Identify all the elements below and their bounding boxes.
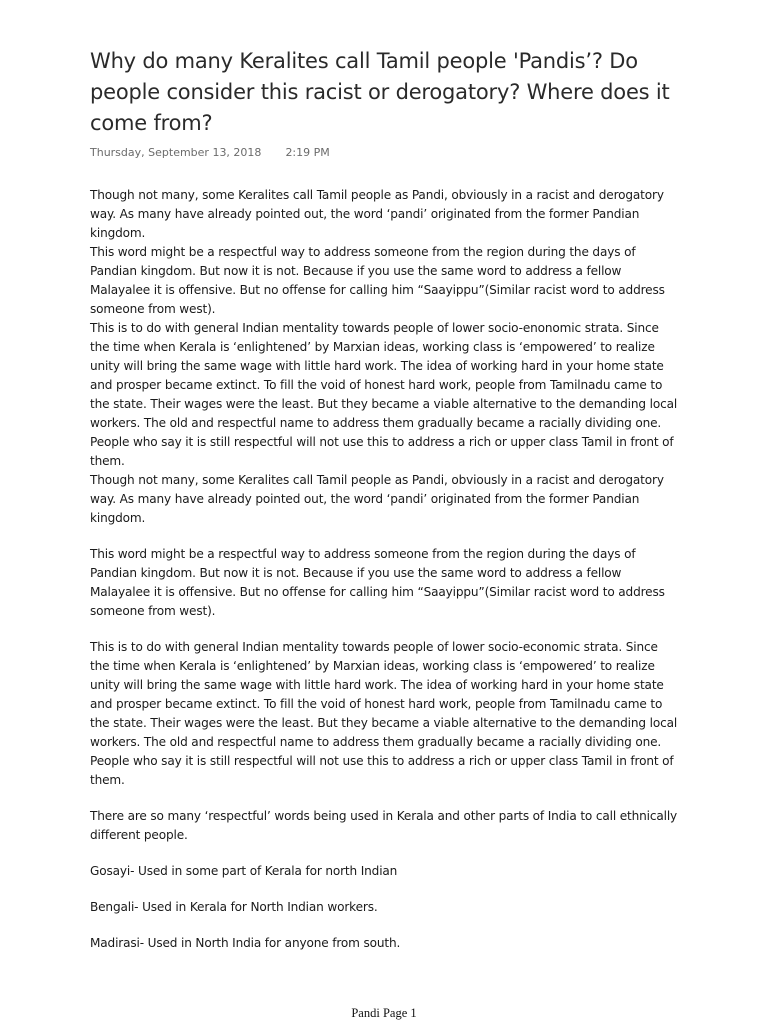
article-body — [90, 186, 680, 953]
paragraph: This is to do with general Indian mentality towards people of lower socio-economic strata. Since the time when Kerala is ‘enlightened’ by Marxian ideas, working class is ‘empowered’ to realize unity will bring the same wage with little hard work. The idea of working hard in your home state and prosper became extinct. To fill the void of honest hard work, people from Tamilnadu came to the state. Their wages were the least. But they became a viable alternative to the demanding local workers. The old and respectful name to address them gradually became a racially dividing one. People who say it is still respectful will not use this to address a rich or upper class Tamil in front of them. — [90, 640, 678, 787]
paragraph: Though not many, some Keralites call Tamil people as Pandi, obviously in a racist and derogatory way. As many have already pointed out, the word ‘pandi’ originated from the former Pandian kingdom. — [90, 473, 664, 525]
paragraph: This is to do with general Indian mentality towards people of lower socio-enonomic strata. Since the time when Kerala is ‘enlightened’ by Marxian ideas, working class is ‘empowered’ to realize unity will bring the same wage with little hard work. The idea of working hard in your home state and prosper became extinct. To fill the void of honest hard work, people from Tamilnadu came to the state. Their wages were the least. But they became a viable alternative to the demanding local workers. The old and respectful name to address them gradually became a racially dividing one. People who say it is still respectful will not use this to address a rich or upper class Tamil in front of them. — [90, 321, 678, 468]
paragraph: This word might be a respectful way to address someone from the region during the days of Pandian kingdom. But now it is not. Because if you use the same word to address a fellow Malayalee it is offensive. But no offense for calling him “Saayippu”(Similar racist word to address someone from west). — [90, 547, 665, 618]
paragraph: There are so many ‘respectful’ words being used in Kerala and other parts of India to call ethnically different people. — [90, 809, 678, 842]
list-item: Gosayi- Used in some part of Kerala for north Indian — [90, 864, 398, 878]
page-title: Why do many Keralites call Tamil people 'Pandis’? Do people consider this racist or derogatory? Where does it come from? — [90, 49, 670, 135]
page-footer: Pandi Page 1 — [351, 1006, 417, 1020]
paragraph: Though not many, some Keralites call Tamil people as Pandi, obviously in a racist and derogatory way. As many have already pointed out, the word ‘pandi’ originated from the former Pandian kingdom. — [90, 188, 664, 240]
list-item: Bengali- Used in Kerala for North Indian workers. — [90, 900, 378, 914]
post-date: Thursday, September 13, 2018 — [90, 146, 262, 159]
post-time: 2:19 PM — [285, 146, 330, 159]
paragraph: This word might be a respectful way to address someone from the region during the days of Pandian kingdom. But now it is not. Because if you use the same word to address a fellow Malayalee it is offensive. But no offense for calling him “Saayippu”(Similar racist word to address someone from west). — [90, 245, 665, 316]
post-meta — [90, 146, 330, 159]
list-item: Madirasi- Used in North India for anyone from south. — [90, 936, 401, 950]
